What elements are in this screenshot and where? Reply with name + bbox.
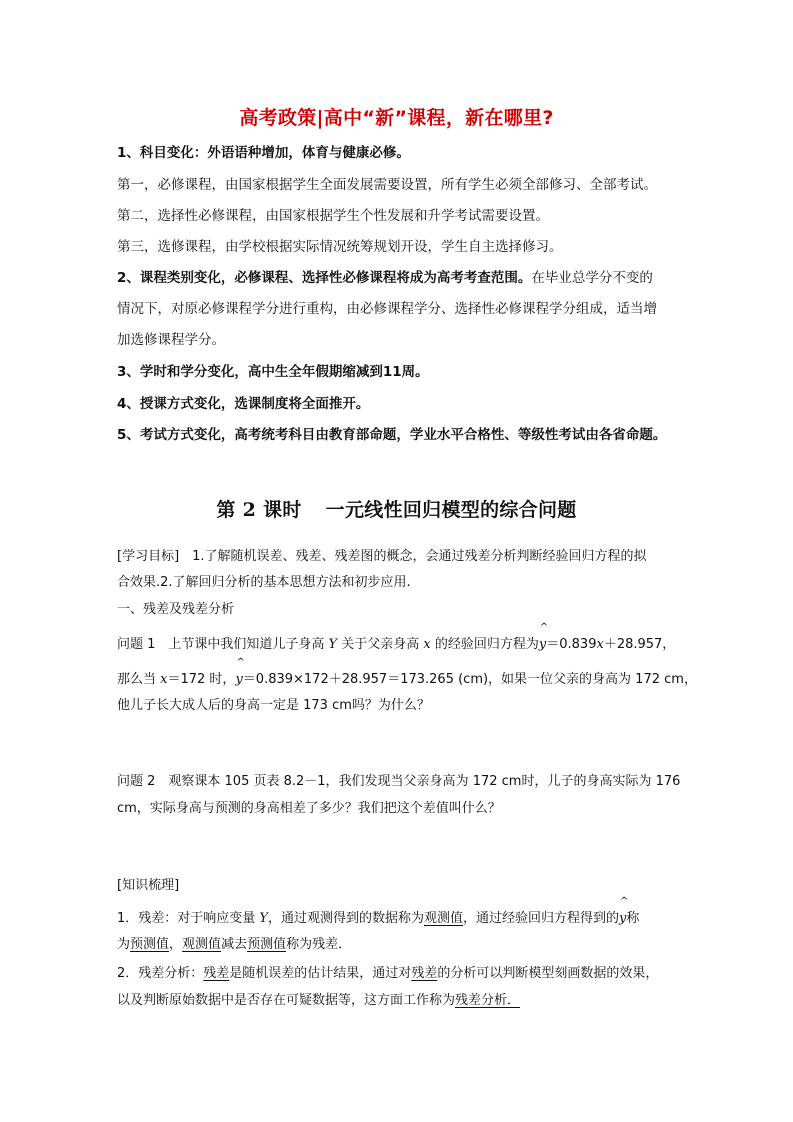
knowledge-heading: [知识梳理] bbox=[117, 878, 180, 893]
k1-var-Y: Y bbox=[259, 911, 268, 926]
question-1-line2 bbox=[117, 670, 697, 690]
learning-goals-line2: 合效果.2.了解回归分析的基本思想方法和初步应用. bbox=[117, 575, 411, 590]
knowledge-residual-line2 bbox=[117, 935, 351, 955]
q1-l2-text-b: ＝172 时， bbox=[167, 672, 236, 687]
k2-predicted-value-2: 预测值 bbox=[247, 937, 287, 952]
policy-second: 第二，选择性必修课程，由国家根据学生个性发展和升学考试需要设置。 bbox=[117, 208, 549, 224]
k4-text-a: 以及判断原始数据中是否存在可疑数据等，这方面工作称为 bbox=[117, 993, 456, 1008]
k1-observed-value: 观测值 bbox=[424, 911, 464, 926]
policy-item-5: 5、考试方式变化，高考统考科目由教育部命题，学业水平合格性、等级性考试由各省命题。 bbox=[117, 427, 667, 443]
q1-text-b: 关于父亲身高 bbox=[337, 637, 424, 652]
q1-text-c: 的经验回归方程为 bbox=[430, 637, 539, 652]
k1-text-a: 1．残差：对于响应变量 bbox=[117, 911, 260, 926]
k2-text-d: 称为残差． bbox=[286, 937, 352, 952]
k1-var-yhat: ^ y bbox=[619, 909, 626, 929]
q1-l2-var-yhat: ^ y bbox=[235, 670, 242, 690]
k2-text-c: 减去 bbox=[221, 937, 248, 952]
lesson-title-period: 第 2 课时 bbox=[216, 499, 302, 521]
learning-goals-line1: [学习目标] 1.了解随机误差、残差、残差图的概念，会通过残差分析判断经验回归方程的拟 bbox=[117, 549, 647, 564]
k2-text-a: 为 bbox=[117, 937, 131, 952]
k3-text-b: 是随机误差的估计结果，通过对 bbox=[229, 966, 412, 981]
section-heading-residual: 一、残差及残差分析 bbox=[117, 602, 235, 617]
policy-item-4: 4、授课方式变化，选课制度将全面推开。 bbox=[117, 396, 370, 412]
policy-first: 第一，必修课程，由国家根据学生全面发展需要设置，所有学生必须全部修习、全部考试。 bbox=[117, 177, 657, 193]
question-1-line1 bbox=[117, 635, 675, 655]
policy-third: 第三，选修课程，由学校根据实际情况统筹规划开设，学生自主选择修习。 bbox=[117, 239, 563, 255]
policy-item-2 bbox=[117, 268, 653, 288]
policy-item-2-rest: 在毕业总学分不变的 bbox=[531, 270, 653, 286]
policy-item-1: 1、科目变化：外语语种增加，体育与健康必修。 bbox=[117, 145, 410, 161]
policy-item-2-bold: 2、课程类别变化，必修课程、选择性必修课程将成为高考考查范围。 bbox=[117, 270, 532, 286]
q1-var-yhat: ^ y bbox=[539, 635, 546, 655]
k3-residual: 残差 bbox=[203, 966, 230, 981]
q1-var-Y: Y bbox=[328, 637, 338, 652]
question-2-line1: 问题 2 观察课本 105 页表 8.2－1，我们发现当父亲身高为 172 cm时，儿子的身高实际为 176 bbox=[117, 774, 681, 789]
k2-observed-value: 观测值 bbox=[182, 937, 222, 952]
knowledge-analysis-line2 bbox=[117, 991, 520, 1011]
lesson-title bbox=[0, 495, 793, 522]
k4-residual-analysis: 残差分析． bbox=[455, 993, 521, 1008]
k3-text-c: 的分析可以判断模型刻画数据的效果， bbox=[437, 966, 659, 981]
k3-residual-2: 残差 bbox=[411, 966, 438, 981]
q1-text-d: ＝0.839 bbox=[546, 637, 597, 652]
q1-var-x2: x bbox=[596, 637, 604, 652]
k2-predicted-value: 预测值 bbox=[130, 937, 170, 952]
k1-text-c: ，通过经验回归方程得到的 bbox=[463, 911, 620, 926]
q1-text-a: 问题 1 上节课中我们知道儿子身高 bbox=[117, 637, 329, 652]
policy-title: 高考政策|高中“新”课程，新在哪里? bbox=[239, 107, 554, 129]
knowledge-analysis-line1 bbox=[117, 964, 658, 984]
q1-l2-text-a: 那么当 bbox=[117, 672, 161, 687]
policy-item-3: 3、学时和学分变化，高中生全年假期缩减到11周。 bbox=[117, 364, 429, 380]
k3-text-a: 2．残差分析： bbox=[117, 966, 204, 981]
question-1-line3: 他儿子长大成人后的身高一定是 173 cm吗？为什么？ bbox=[117, 698, 430, 713]
k1-text-d: 称 bbox=[626, 911, 640, 926]
knowledge-residual-line1 bbox=[117, 909, 639, 929]
question-2-line2: cm，实际身高与预测的身高相差了多少？我们把这个差值叫什么？ bbox=[117, 801, 501, 816]
policy-item-2-line3: 加选修课程学分。 bbox=[117, 332, 225, 348]
q1-l2-text-c: ＝0.839×172＋28.957＝173.265 (cm)，如果一位父亲的身高为 172 cm， bbox=[242, 672, 697, 687]
q1-l2-var-x: x bbox=[160, 672, 168, 687]
q1-text-e: ＋28.957， bbox=[603, 637, 676, 652]
k1-text-b: ，通过观测得到的数据称为 bbox=[268, 911, 425, 926]
lesson-title-topic: 一元线性回归模型的综合问题 bbox=[325, 499, 577, 521]
k2-text-b: ， bbox=[169, 937, 183, 952]
policy-item-2-line2: 情况下，对原必修课程学分进行重构，由必修课程学分、选择性必修课程学分组成，适当增 bbox=[117, 301, 657, 317]
q1-var-x: x bbox=[423, 637, 431, 652]
